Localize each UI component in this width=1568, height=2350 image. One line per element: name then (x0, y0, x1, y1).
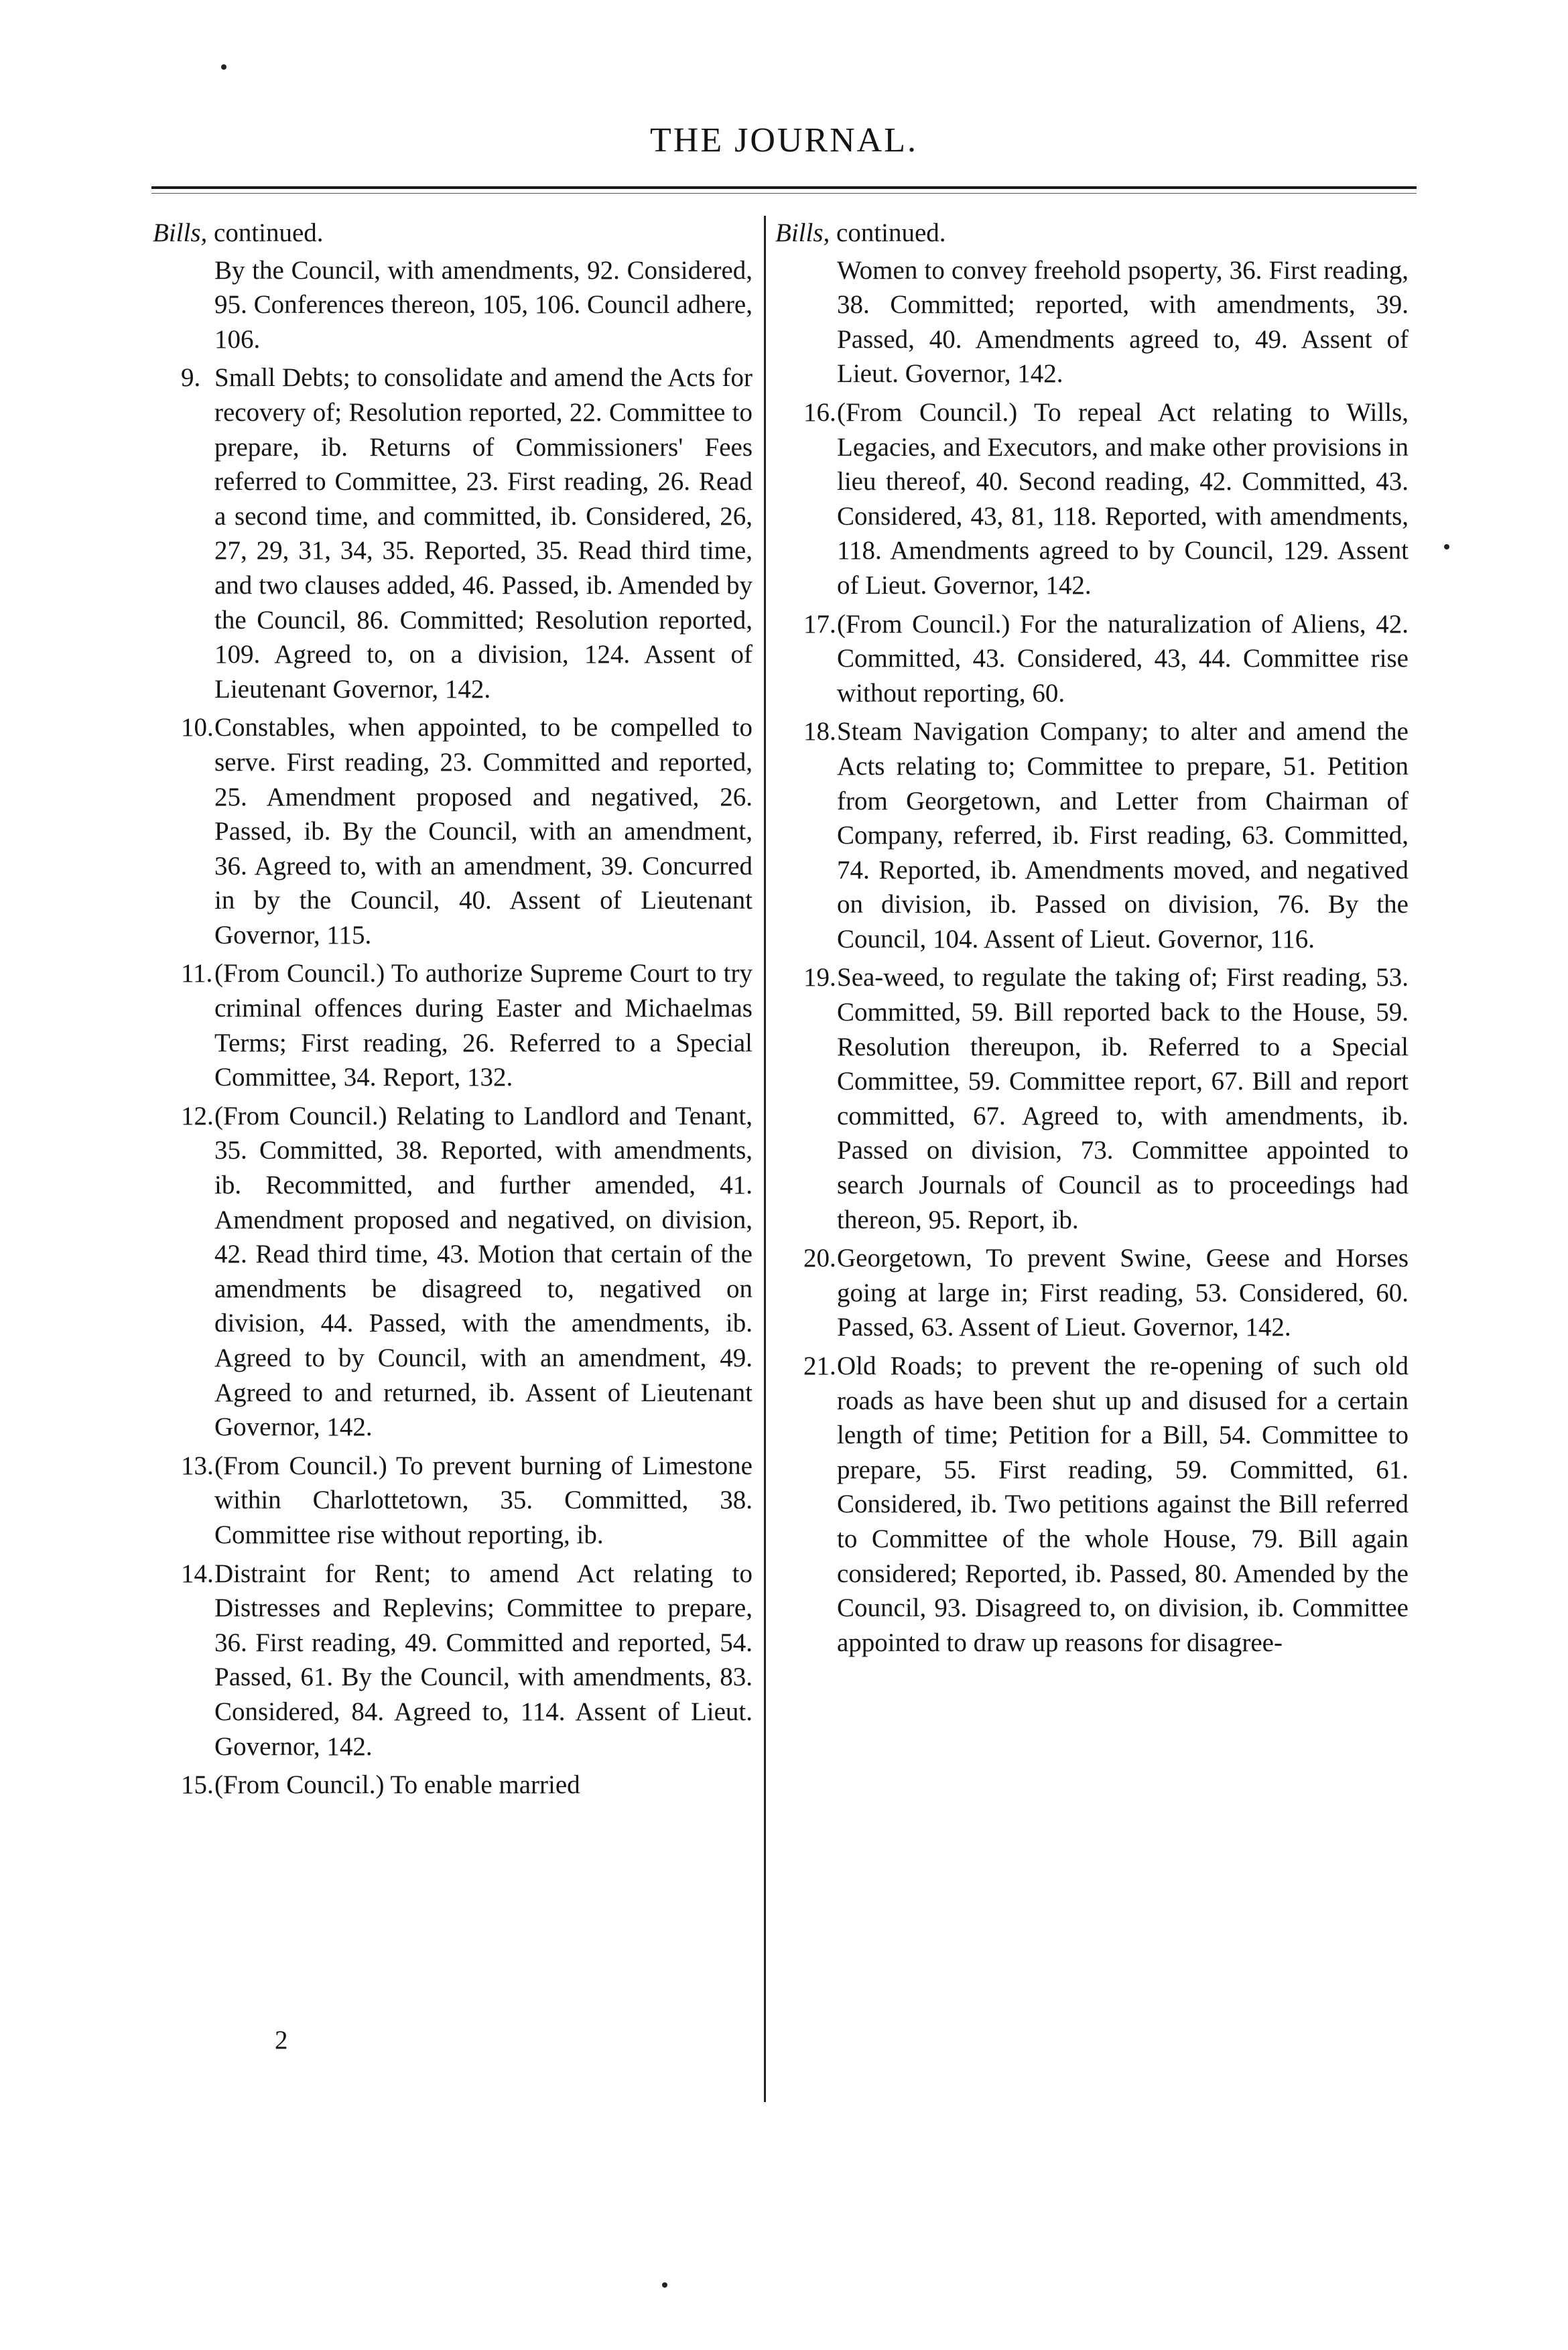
entry-number: 20. (803, 1244, 836, 1273)
entry-text: Sea-weed, to regulate the taking of; First reading, 53. Committed, 59. Bill reported back to the House, 59. Resolution thereupon, ib. Referred to a Special Committee, 59. Committee report, 67. Bill and report committed, 67. Agreed to, with amendments, ib. Passed on division, 73. Committee appointed to search Journals of Council as to proceedings had thereon, 95. Report, ib. (837, 963, 1409, 1234)
list-item (775, 253, 1409, 391)
entry-text: (From Council.) Relating to Landlord and Tenant, 35. Committed, 38. Reported, with amendments, ib. Recommitted, and further amended, 41. Amendment proposed and negatived, on division, 42. Read third time, 43. Motion that certain of the amendments be disagreed to, negatived on division, 44. Passed, with the amendments, ib. Agreed to by Council, with an amendment, 49. Agreed to and returned, ib. Assent of Lieutenant Governor, 142. (214, 1101, 753, 1442)
header-rule-thin (151, 193, 1417, 194)
right-heading-continued: continued. (830, 218, 946, 247)
list-item (153, 710, 753, 952)
list-item (153, 1768, 753, 1803)
list-item (153, 253, 753, 357)
entry-number: 14. (181, 1559, 214, 1588)
left-column (153, 216, 753, 1807)
print-speck (662, 2282, 667, 2288)
entry-number: 16. (803, 397, 836, 427)
entry-text: Old Roads; to prevent the re-opening of such old roads as have been shut up and disused for a certain length of time; Petition for a Bill, 54. Committee to prepare, 55. First reading, 59. Committed, 61. Considered, ib. Two petitions against the Bill referred to Committee of the whole House, 79. Bill again considered; Reported, ib. Passed, 80. Amended by the Council, 93. Disagreed to, on division, ib. Committee appointed to draw up reasons for disagree- (837, 1352, 1409, 1657)
signature-mark: 2 (275, 2026, 288, 2054)
right-heading-italic: Bills, (775, 218, 830, 247)
entry-text: Georgetown, To prevent Swine, Geese and Horses going at large in; First reading, 53. Considered, 60. Passed, 63. Assent of Lieut. Governor, 142. (837, 1244, 1409, 1342)
list-item (775, 714, 1409, 956)
entry-number: 13. (181, 1451, 214, 1480)
list-item (153, 1557, 753, 1764)
column-divider (764, 216, 766, 2102)
left-heading-italic: Bills, (153, 218, 208, 247)
list-item (153, 1099, 753, 1445)
entry-text: (From Council.) For the naturalization of Aliens, 42. Committed, 43. Considered, 43, 44. Committee rise without reporting, 60. (837, 609, 1409, 708)
list-item (775, 960, 1409, 1237)
entry-text: (From Council.) To enable married (214, 1770, 580, 1800)
right-column (775, 216, 1409, 1664)
entry-text: (From Council.) To prevent burning of Limestone within Charlottetown, 35. Committed, 38. Committee rise without reporting, ib. (214, 1451, 753, 1549)
entry-text: (From Council.) To authorize Supreme Court to try criminal offences during Easter and Michaelmas Terms; First reading, 26. Referred to a Special Committee, 34. Report, 132. (214, 959, 753, 1092)
header-rule (151, 186, 1417, 189)
entry-number: 17. (803, 609, 836, 639)
entry-text: Steam Navigation Company; to alter and amend the Acts relating to; Committee to prepare, 51. Petition from Georgetown, and Letter from Chairman of Company, referred, ib. First reading, 63. Committed, 74. Reported, ib. Amendments moved, and negatived on division, ib. Passed on division, 76. By the Council, 104. Assent of Lieut. Governor, 116. (837, 717, 1409, 954)
entry-text: By the Council, with amendments, 92. Considered, 95. Conferences thereon, 105, 106. Council adhere, 106. (214, 255, 753, 354)
entry-number: 15. (181, 1770, 214, 1800)
entry-number: 18. (803, 717, 836, 746)
entry-number: 11. (181, 959, 213, 988)
right-column-heading (775, 216, 1409, 251)
entry-text: Constables, when appointed, to be compelled to serve. First reading, 23. Committed and reported, 25. Amendment proposed and negatived, 26. Passed, ib. By the Council, with an amendment, 36. Agreed to, with an amendment, 39. Concurred in by the Council, 40. Assent of Lieutenant Governor, 115. (214, 713, 753, 950)
list-item (153, 1449, 753, 1553)
entry-text: Small Debts; to consolidate and amend the Acts for recovery of; Resolution reported, 22. Committee to prepare, ib. Returns of Commissioners' Fees referred to Committee, 23. First reading, 26. Read a second time, and committed, ib. Considered, 26, 27, 29, 31, 34, 35. Reported, 35. Read third time, and two clauses added, 46. Passed, ib. Amended by the Council, 86. Committed; Resolution reported, 109. Agreed to, on a division, 124. Assent of Lieutenant Governor, 142. (214, 363, 753, 704)
list-item (775, 395, 1409, 603)
list-item (775, 1349, 1409, 1660)
entry-text: Women to convey freehold psoperty, 36. First reading, 38. Committed; reported, with amendments, 39. Passed, 40. Amendments agreed to, 49. Assent of Lieut. Governor, 142. (837, 255, 1409, 389)
entry-number: 21. (803, 1352, 836, 1380)
left-heading-continued: continued. (207, 218, 324, 247)
entry-number: 19. (803, 963, 836, 992)
print-speck (1444, 544, 1449, 549)
entry-number: 9. (181, 363, 201, 393)
list-item (153, 956, 753, 1094)
left-column-heading (153, 216, 753, 251)
entry-text: (From Council.) To repeal Act relating to Wills, Legacies, and Executors, and make other provisions in lieu thereof, 40. Second reading, 42. Committed, 43. Considered, 43, 81, 118. Reported, with amendments, 118. Amendments agreed to by Council, 129. Assent of Lieut. Governor, 142. (837, 397, 1409, 600)
page-title: THE JOURNAL. (650, 121, 918, 159)
print-speck (221, 64, 226, 70)
list-item (775, 607, 1409, 711)
list-item (775, 1241, 1409, 1345)
entry-number: 10. (181, 713, 214, 742)
entry-number: 12. (181, 1101, 214, 1130)
list-item (153, 361, 753, 706)
entry-text: Distraint for Rent; to amend Act relating to Distresses and Replevins; Committee to prepare, 36. First reading, 49. Committed and reported, 54. Passed, 61. By the Council, with amendments, 83. Considered, 84. Agreed to, 114. Assent of Lieut. Governor, 142. (214, 1559, 753, 1761)
